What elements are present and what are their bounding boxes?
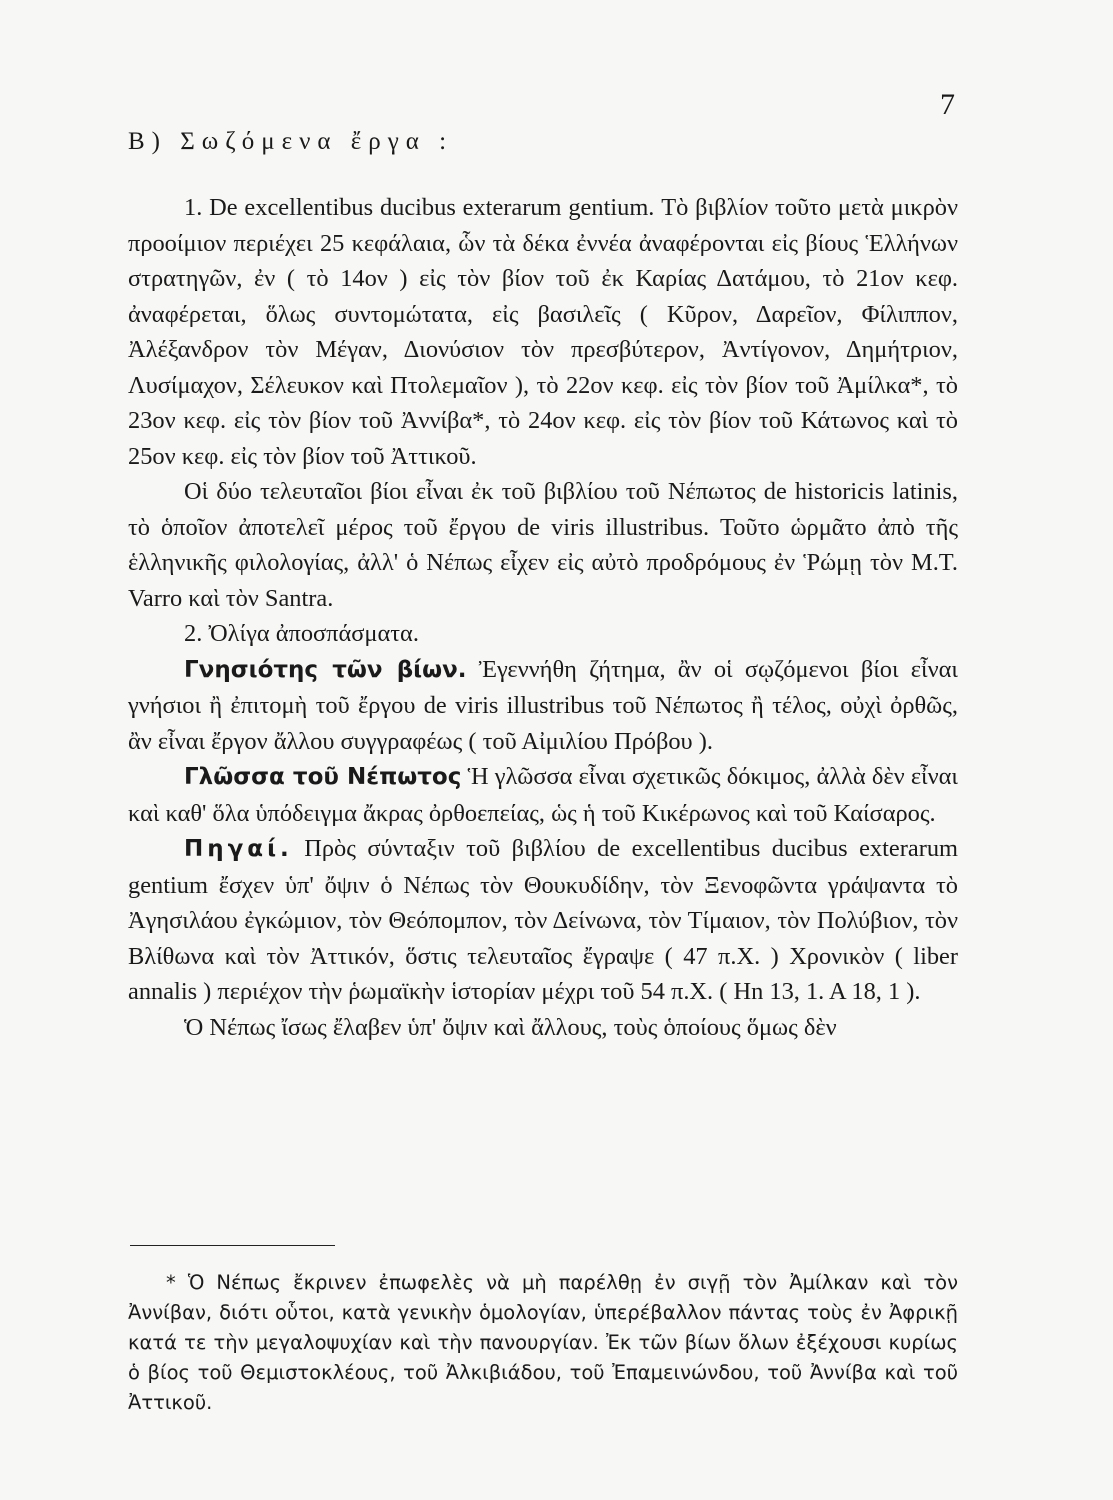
paragraph-last-lives: Οἱ δύο τελευταῖοι βίοι εἶναι ἐκ τοῦ βιβλίου τοῦ Νέπωτος de historicis latinis, τὸ ὁποῖον ἀποτελεῖ μέρος τοῦ ἔργου de viris illustribus. Τοῦτο ὡρμᾶτο ἀπὸ τῆς ἑλληνικῆς φιλολογίας, ἀλλ' ὁ Νέπως εἶχεν εἰς αὐτὸ προδρόμους ἐν Ῥώμῃ τὸν M.T. Varro καὶ τὸν Santra. [128,478,958,612]
paragraph-works-list: 1. De excellentibus ducibus exterarum gentium. Τὸ βιβλίον τοῦτο μετὰ μικρὸν προοίμιον περιέχει 25 κεφάλαια, ὧν τὰ δέκα ἐννέα ἀναφέρονται εἰς βίους Ἑλλήνων στρατηγῶν, ἐν ( τὸ 14ον ) εἰς τὸν βίον τοῦ ἐκ Καρίας Δατάμου, τὸ 21ον κεφ. ἀναφέρεται, ὅλως συντομώτατα, εἰς βασιλεῖς ( Κῦρον, Δαρεῖον, Φίλιππον, Ἀλέξανδρον τὸν Μέγαν, Διονύσιον τὸν πρεσβύτερον, Ἀντίγονον, Δημήτριον, Λυσίμαχον, Σέλευκον καὶ Πτολεμαῖον ), τὸ 22ον κεφ. εἰς τὸν βίον τοῦ Ἀμίλκα*, τὸ 23ον κεφ. εἰς τὸν βίον τοῦ Ἀννίβα*, τὸ 24ον κεφ. εἰς τὸν βίον τοῦ Κάτωνος καὶ τὸ 25ον κεφ. εἰς τὸν βίον τοῦ Ἀττικοῦ. [128,194,958,470]
paragraph-sources [128,831,958,1010]
paragraph-other-sources: Ὁ Νέπως ἴσως ἔλαβεν ὑπ' ὄψιν καὶ ἄλλους, τοὺς ὁποίους ὅμως δὲν [184,1013,837,1041]
paragraph-language [128,759,958,831]
section-heading: Β) Σωζόμενα ἔργα : [128,128,454,155]
main-text [128,190,958,1045]
footnote-divider [130,1245,335,1246]
footnote [128,1268,958,1418]
paragraph-fragments: 2. Ὀλίγα ἀποσπάσματα. [184,620,419,647]
footnote-text: * Ὁ Νέπως ἔκρινεν ἐπωφελὲς νὰ μὴ παρέλθῃ ἐν σιγῇ τὸν Ἀμίλκαν καὶ τὸν Ἀννίβαν, διότι οὗτοι, κατὰ γενικὴν ὁμολογίαν, ὑπερέβαλλον πάντας τοὺς ἐν Ἀφρικῇ κατά τε τὴν μεγαλοψυχίαν καὶ τὴν πανουργίαν. Ἐκ τῶν βίων ὅλων ἐξέχουσι κυρίως ὁ βίος τοῦ Θεμιστοκλέους, τοῦ Ἀλκιβιάδου, τοῦ Ἐπαμεινώνδου, τοῦ Ἀννίβα καὶ τοῦ Ἀττικοῦ. [128,1271,958,1414]
heading-sources: Πηγαί. [184,836,293,862]
heading-authenticity: Γνησιότης τῶν βίων. [184,656,467,683]
text-authenticity: Ἐγεννήθη ζήτημα, ἂν οἱ σῳζόμενοι βίοι εἶναι γνήσιοι ἢ ἐπιτομὴ τοῦ ἔργου de viris illustribus τοῦ Νέπωτος ἢ τέλος, οὐχὶ ὀρθῶς, ἂν εἶναι ἔργον ἄλλου συγγραφέως ( τοῦ Αἰμιλίου Πρόβου ). [128,655,958,755]
text-sources: Πρὸς σύνταξιν τοῦ βιβλίου de excellentibus ducibus exterarum gentium ἔσχεν ὑπ' ὄψιν ὁ Νέπως τὸν Θουκυδίδην, τὸν Ξενοφῶντα γράψαντα τὸ Ἀγησιλάου ἐγκώμιον, τὸν Θεόπομπον, τὸν Δείνωνα, τὸν Τίμαιον, τὸν Πολύβιον, τὸν Βλίθωνα καὶ τὸν Ἀττικόν, ὅστις τελευταῖος ἔγραψε ( 47 π.Χ. ) Χρονικὸν ( liber annalis ) περιέχον τὴν ῥωμαϊκὴν ἱστορίαν μέχρι τοῦ 54 π.Χ. ( Hn 13, 1. A 18, 1 ). [128,835,958,1005]
paragraph-authenticity [128,652,958,760]
text-language: Ἡ γλῶσσα εἶναι σχετικῶς δόκιμος, ἀλλὰ δὲν εἶναι καὶ καθ' ὅλα ὑπόδειγμα ἄκρας ὀρθοεπείας, ὡς ἡ τοῦ Κικέρωνος καὶ τοῦ Καίσαρος. [128,763,958,827]
heading-language: Γλῶσσα τοῦ Νέπωτος [184,764,462,790]
page-number: 7 [940,88,955,121]
